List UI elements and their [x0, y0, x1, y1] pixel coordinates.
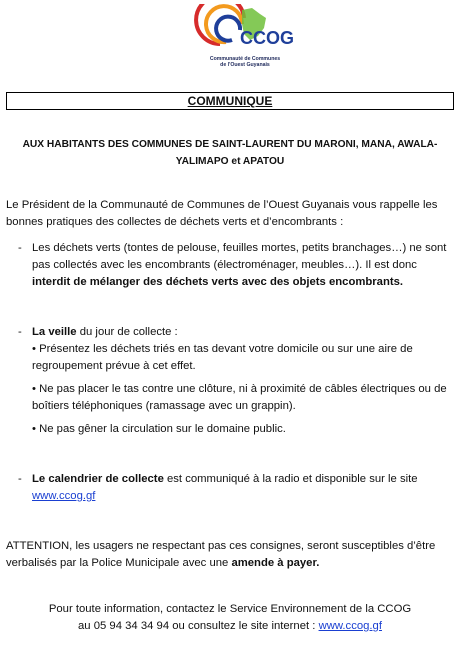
page-title-box: [6, 92, 454, 110]
logo-caption-line1: Communauté de Communes: [209, 56, 281, 62]
ccog-logo: [180, 4, 310, 74]
point-calendar-content: [32, 471, 450, 505]
point-green-waste-warning: interdit de mélanger des déchets verts avec des objets encombrants.: [32, 276, 404, 288]
point-day-before-bold: La veille: [32, 326, 77, 338]
point-green-waste: [18, 240, 450, 291]
footer-website-link[interactable]: www.ccog.gf: [318, 620, 382, 632]
logo-caption-line2: de l'Ouest Guyanais: [220, 62, 270, 68]
footer-contact: [6, 601, 454, 635]
footer-line1: Pour toute information, contactez le Service Environnement de la CCOG: [48, 603, 412, 615]
dash-marker: -: [18, 242, 22, 254]
page-title: COMMUNIQUE: [187, 94, 273, 108]
point-day-before-rest: du jour de collecte :: [76, 326, 178, 338]
recipients-heading: AUX HABITANTS DES COMMUNES DE SAINT-LAURENT DU MARONI, MANA, AWALA-YALIMAPO et APATOU: [22, 139, 438, 167]
point-green-waste-text: Les déchets verts (tontes de pelouse, feuilles mortes, petits branchages…) ne sont pas collectés avec les encombrants (électroménager, meubles…). Il est donc: [32, 242, 447, 271]
attention-bold: amende à payer.: [231, 557, 320, 569]
point-day-before-content: [32, 324, 450, 438]
point-calendar: [18, 471, 450, 505]
ccog-logo-graphic: [180, 4, 310, 56]
footer-line2: [6, 618, 454, 635]
point-calendar-rest: est communiqué à la radio et disponible sur le site: [163, 473, 418, 485]
website-link[interactable]: www.ccog.gf: [32, 490, 96, 502]
logo-letters: CCOG: [240, 28, 294, 48]
list-item: • Ne pas gêner la circulation sur le domaine public.: [32, 423, 286, 435]
point-day-before-lead: [32, 324, 450, 341]
point-calendar-bold: Le calendrier de collecte: [32, 473, 164, 485]
list-item: • Ne pas placer le tas contre une clôture, ni à proximité de câbles électriques ou de boîtiers téléphoniques (ramassage avec un grappin).: [32, 383, 447, 412]
dash-marker: -: [18, 473, 22, 485]
dash-marker: -: [18, 326, 22, 338]
point-day-before: [18, 324, 450, 438]
attention-paragraph: [6, 538, 454, 572]
footer-line2-text: au 05 94 34 34 94 ou consultez le site internet :: [78, 620, 319, 632]
point-green-waste-content: [32, 240, 450, 291]
logo-caption: [180, 56, 310, 68]
intro-paragraph: Le Président de la Communauté de Communes de l’Ouest Guyanais vous rappelle les bonnes pratiques des collectes de déchets verts et d’encombrants :: [6, 199, 438, 228]
attention-text: ATTENTION, les usagers ne respectant pas ces consignes, seront susceptibles d’être verbalisés par la Police Municipale avec une: [6, 540, 436, 569]
list-item: • Présentez les déchets triés en tas devant votre domicile ou sur une aire de regroupement prévue à cet effet.: [32, 343, 413, 372]
